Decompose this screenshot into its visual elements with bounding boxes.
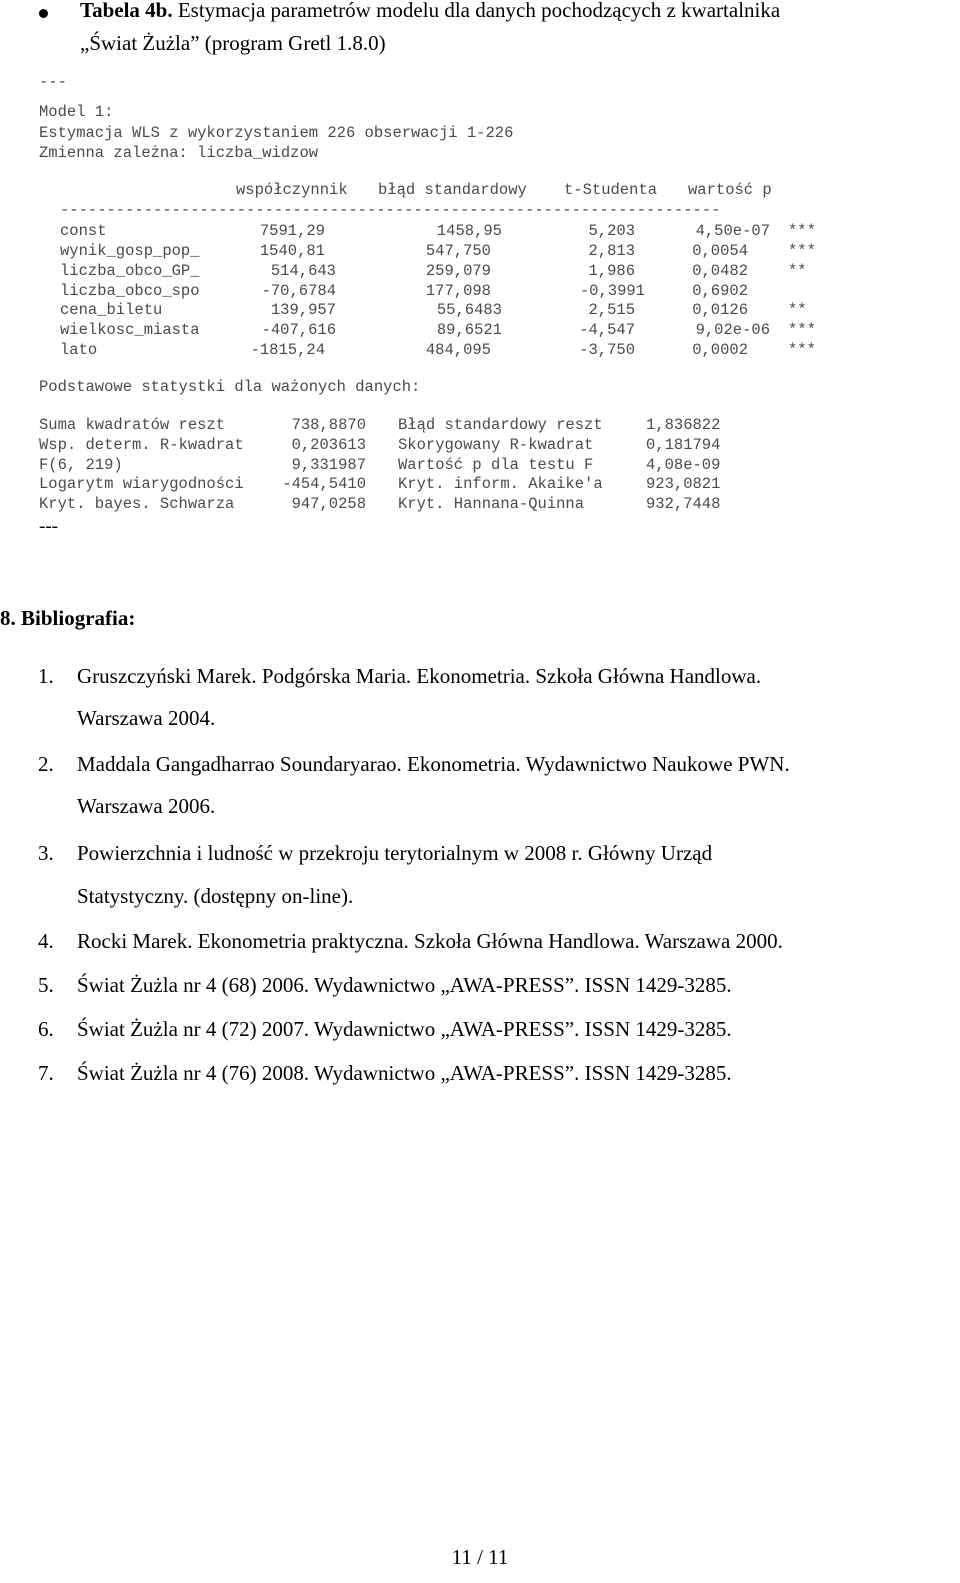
item-number: 2.	[38, 752, 54, 776]
t-value: -3,750	[579, 341, 635, 359]
table-label: Tabela 4b.	[80, 0, 173, 22]
significance-stars: ***	[788, 341, 816, 359]
stat-value: 0,203613	[291, 436, 366, 454]
item-number: 1.	[38, 664, 54, 688]
stat-label: Wartość p dla testu F	[398, 456, 594, 474]
item-text-line1: Świat Żużla nr 4 (72) 2007. Wydawnictwo „AWA-PRESS”. ISSN 1429-3285.	[77, 1017, 732, 1041]
se-value: 177,098	[425, 282, 491, 300]
separator-bottom: ---	[39, 516, 58, 537]
item-text-line1: Rocki Marek. Ekonometria praktyczna. Szkoła Główna Handlowa. Warszawa 2000.	[77, 929, 783, 953]
coef-value: 7591,29	[259, 222, 325, 240]
stat-value: 932,7448	[646, 495, 721, 513]
p-value: 0,0002	[692, 341, 748, 359]
se-value: 55,6483	[436, 301, 502, 319]
stat-value: 9,331987	[291, 456, 366, 474]
header-t: t-Studenta	[564, 181, 658, 199]
stat-value: 0,181794	[646, 436, 721, 454]
stat-label: Suma kwadratów reszt	[39, 416, 226, 434]
table-caption-line1	[80, 0, 780, 23]
stat-label: Wsp. determ. R-kwadrat	[39, 436, 244, 454]
p-value: 0,0054	[692, 242, 748, 260]
page-number: 11 / 11	[451, 1545, 509, 1569]
stat-value: -454,5410	[282, 475, 366, 493]
se-value: 547,750	[425, 242, 491, 260]
stat-value: 738,8870	[291, 416, 366, 434]
stat-label: Logarytm wiarygodności	[39, 475, 244, 493]
stat-value: 1,836822	[646, 416, 721, 434]
header-se: błąd standardowy	[378, 181, 527, 199]
item-number: 4.	[38, 929, 54, 953]
t-value: 5,203	[588, 222, 635, 240]
table-caption-text: Estymacja parametrów modelu dla danych pochodzących z kwartalnika	[172, 0, 781, 22]
stat-value: 923,0821	[646, 475, 721, 493]
se-value: 484,095	[425, 341, 491, 359]
item-text-line2: Statystyczny. (dostępny on-line).	[77, 884, 354, 908]
coef-value: -407,616	[261, 321, 336, 339]
stat-value: 947,0258	[291, 495, 366, 513]
stat-label: Skorygowany R-kwadrat	[398, 436, 594, 454]
item-text-line1: Świat Żużla nr 4 (68) 2006. Wydawnictwo „AWA-PRESS”. ISSN 1429-3285.	[77, 973, 732, 997]
se-value: 89,6521	[436, 321, 502, 339]
t-value: -0,3991	[579, 282, 645, 300]
se-value: 1458,95	[436, 222, 502, 240]
p-value: 9,02e-06	[695, 321, 770, 339]
dependent-variable: Zmienna zależna: liczba_widzow	[39, 144, 319, 162]
header-coef: współczynnik	[236, 181, 348, 199]
item-number: 7.	[38, 1061, 54, 1085]
header-p: wartość p	[688, 181, 772, 199]
se-value: 259,079	[425, 262, 491, 280]
item-text-line2: Warszawa 2004.	[77, 706, 216, 730]
var-name: wielkosc_miasta	[60, 321, 200, 339]
coef-value: -70,6784	[261, 282, 336, 300]
significance-stars: **	[788, 301, 807, 319]
var-name: liczba_obco_spo	[60, 282, 200, 300]
item-number: 6.	[38, 1017, 54, 1041]
coef-value: -1815,24	[250, 341, 325, 359]
stat-label: Kryt. bayes. Schwarza	[39, 495, 235, 513]
p-value: 0,6902	[692, 282, 748, 300]
model-title: Model 1:	[39, 103, 114, 121]
significance-stars: **	[788, 262, 807, 280]
item-text-line1: Świat Żużla nr 4 (76) 2008. Wydawnictwo „AWA-PRESS”. ISSN 1429-3285.	[77, 1061, 732, 1085]
item-number: 3.	[38, 841, 54, 865]
stat-label: Kryt. Hannana-Quinna	[398, 495, 585, 513]
var-name: liczba_obco_GP_	[60, 262, 200, 280]
bullet-icon	[39, 9, 48, 18]
separator-top: ---	[39, 73, 67, 91]
section-title: 8. Bibliografia:	[0, 606, 136, 630]
item-number: 5.	[38, 973, 54, 997]
item-text-line2: Warszawa 2006.	[77, 794, 216, 818]
p-value: 0,0482	[692, 262, 748, 280]
item-text-line1: Powierzchnia i ludność w przekroju terytorialnym w 2008 r. Główny Urząd	[77, 841, 713, 865]
stats-title: Podstawowe statystki dla ważonych danych:	[39, 378, 421, 396]
stat-label: F(6, 219)	[39, 456, 123, 474]
p-value: 4,50e-07	[695, 222, 770, 240]
significance-stars: ***	[788, 321, 816, 339]
var-name: wynik_gosp_pop_	[60, 242, 200, 260]
header-dashes: -----------------------------------------------------------------------	[60, 201, 721, 219]
significance-stars: ***	[788, 222, 816, 240]
estimation-info: Estymacja WLS z wykorzystaniem 226 obserwacji 1-226	[39, 124, 514, 142]
var-name: lato	[60, 341, 98, 359]
coef-value: 1540,81	[259, 242, 325, 260]
var-name: const	[60, 222, 107, 240]
p-value: 0,0126	[692, 301, 748, 319]
stat-label: Kryt. inform. Akaike'a	[398, 475, 603, 493]
table-caption-line2: „Świat Żużla” (program Gretl 1.8.0)	[80, 31, 386, 55]
t-value: 1,986	[588, 262, 635, 280]
significance-stars: ***	[788, 242, 816, 260]
coef-value: 139,957	[270, 301, 336, 319]
stat-value: 4,08e-09	[646, 456, 721, 474]
item-text-line1: Maddala Gangadharrao Soundaryarao. Ekonometria. Wydawnictwo Naukowe PWN.	[77, 752, 790, 776]
var-name: cena_biletu	[60, 301, 163, 319]
coef-value: 514,643	[270, 262, 336, 280]
t-value: 2,813	[588, 242, 635, 260]
t-value: 2,515	[588, 301, 635, 319]
item-text-line1: Gruszczyński Marek. Podgórska Maria. Ekonometria. Szkoła Główna Handlowa.	[77, 664, 762, 688]
stat-label: Błąd standardowy reszt	[398, 416, 603, 434]
t-value: -4,547	[579, 321, 635, 339]
